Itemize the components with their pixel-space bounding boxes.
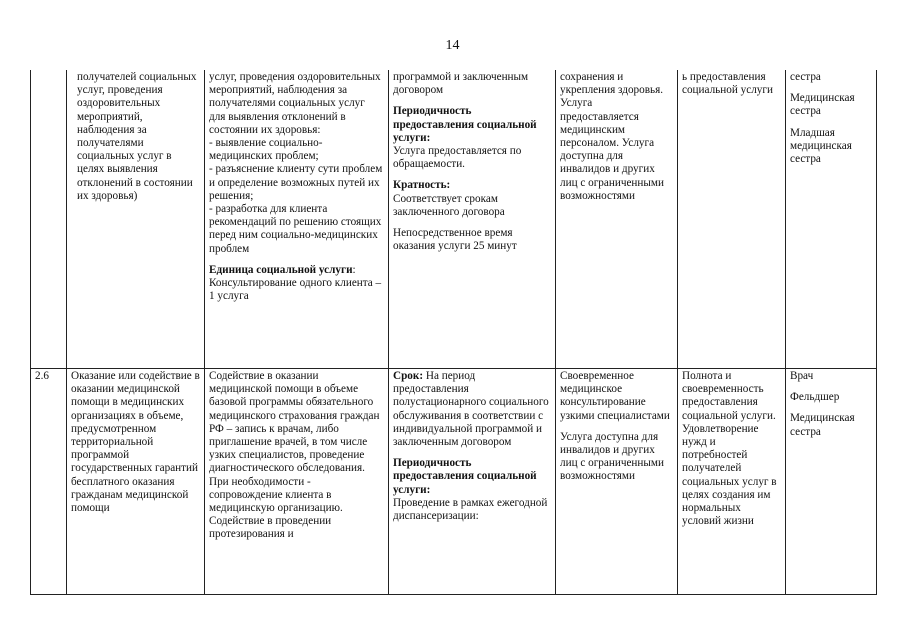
row2-term <box>393 370 551 449</box>
row2-quality-text: Своевременное медицинское консультирование узкими специалистами <box>560 370 670 422</box>
row1-quality-text: сохранения и укрепления здоровья. Услуга предоставляется медицинским персоналом. Услуга доступна для инвалидов и других лиц с ограниченными возможностями <box>560 71 664 202</box>
row1-quality-cell <box>556 70 678 369</box>
page-number: 14 <box>445 38 460 53</box>
row2-quality-text: Услуга доступна для инвалидов и других лиц с ограниченными возможностями <box>560 430 664 483</box>
row2-staff-item: Фельдшер <box>790 391 840 404</box>
row1-description-cell <box>205 70 389 369</box>
row2-evaluation-text: Полнота и своевременность предоставления социальной услуги. Удовлетворение нужд и потребностей получателей социальных услуг в целях создания им нормальных условий жизни <box>682 370 777 528</box>
row2-terms-cell <box>389 369 556 595</box>
row1-service-name: получателей социальных услуг, проведения оздоровительных мероприятий, наблюдения за получателями социальных услуг в целях выявления отклонений в состоянии их здоровья) <box>77 71 197 202</box>
row1-description: услуг, проведения оздоровительных мероприятий, наблюдения за получателями социальных услуг для выявления отклонений в состоянии их здоровья: <box>209 71 381 136</box>
row2-description: Содействие в оказании медицинской помощи в объеме базовой программы обязательного медицинского страхования граждан РФ – запись к врачам, либо приглашение врачей, в том числе узких специалистов, проведение диагностического обследования. При необходимости - сопровождение клиента в медицинскую организацию. Содействие в проведении протезирования и <box>209 370 380 541</box>
row2-staff-item: Врач <box>790 370 814 382</box>
row1-time-text: Непосредственное время оказания услуги 25 минут <box>393 227 517 253</box>
table-row <box>31 369 877 595</box>
row1-number-cell <box>31 70 67 369</box>
row2-quality-cell <box>556 369 678 595</box>
row1-service-name-cell <box>67 70 205 369</box>
row2-evaluation-cell <box>678 369 786 595</box>
row2-staff-cell <box>786 369 877 595</box>
row1-frequency-title: Кратность: <box>393 179 451 192</box>
services-table <box>30 70 877 595</box>
row1-evaluation-cell <box>678 70 786 369</box>
row1-staff-item: Младшая медицинская сестра <box>790 126 852 166</box>
row2-periodicity-text: Проведение в рамках ежегодной диспансеризации: <box>393 496 548 523</box>
row1-evaluation-text: ь предоставления социальной услуги <box>682 71 773 97</box>
row2-periodicity-title: Периодичность предоставления социальной услуги: <box>393 457 537 496</box>
row1-frequency-text: Соответствует срокам заключенного договора <box>393 192 505 218</box>
row1-unit-title: Единица социальной услуги <box>209 263 353 276</box>
row2-service-name: Оказание или содействие в оказании медицинской помощи в медицинских организациях в объеме, предусмотренном территориальной программой государственных гарантий бесплатного оказания гражданам медицинской помощи <box>71 370 200 515</box>
row2-service-name-cell <box>67 369 205 595</box>
row1-unit: Единица социальной услуги: <box>209 263 356 276</box>
row2-number-cell: 2.6 <box>31 369 67 595</box>
row1-periodicity-text: Услуга предоставляется по обращаемости. <box>393 145 522 171</box>
row1-terms-cell <box>389 70 556 369</box>
row1-description-item: - разработка для клиента рекомендаций по решению стоящих перед ним социально-медицинских проблем <box>209 203 382 255</box>
row2-staff-item: Медицинская сестра <box>790 412 855 438</box>
table-row <box>31 70 877 369</box>
row2-term-text: На период предоставления полустационарного социального обслуживания в соответствии с индивидуальной программой и заключенным договором <box>393 370 549 449</box>
row1-description-item: - разъяснение клиенту сути проблем и определение возможных путей их решения; <box>209 163 383 202</box>
row1-staff-item: Медицинская сестра <box>790 92 855 118</box>
row1-unit-text: Консультирование одного клиента – 1 услуга <box>209 277 382 303</box>
row2-description-cell <box>205 369 389 595</box>
row1-periodicity-title: Периодичность предоставления социальной услуги: <box>393 105 537 144</box>
row1-terms-text: программой и заключенным договором <box>393 71 529 97</box>
row2-term-title: Срок: <box>393 370 424 382</box>
row1-staff-cell <box>786 70 877 369</box>
row1-description-item: - выявление социально-медицинских проблем; <box>209 137 323 163</box>
row1-staff-item: сестра <box>790 71 821 83</box>
